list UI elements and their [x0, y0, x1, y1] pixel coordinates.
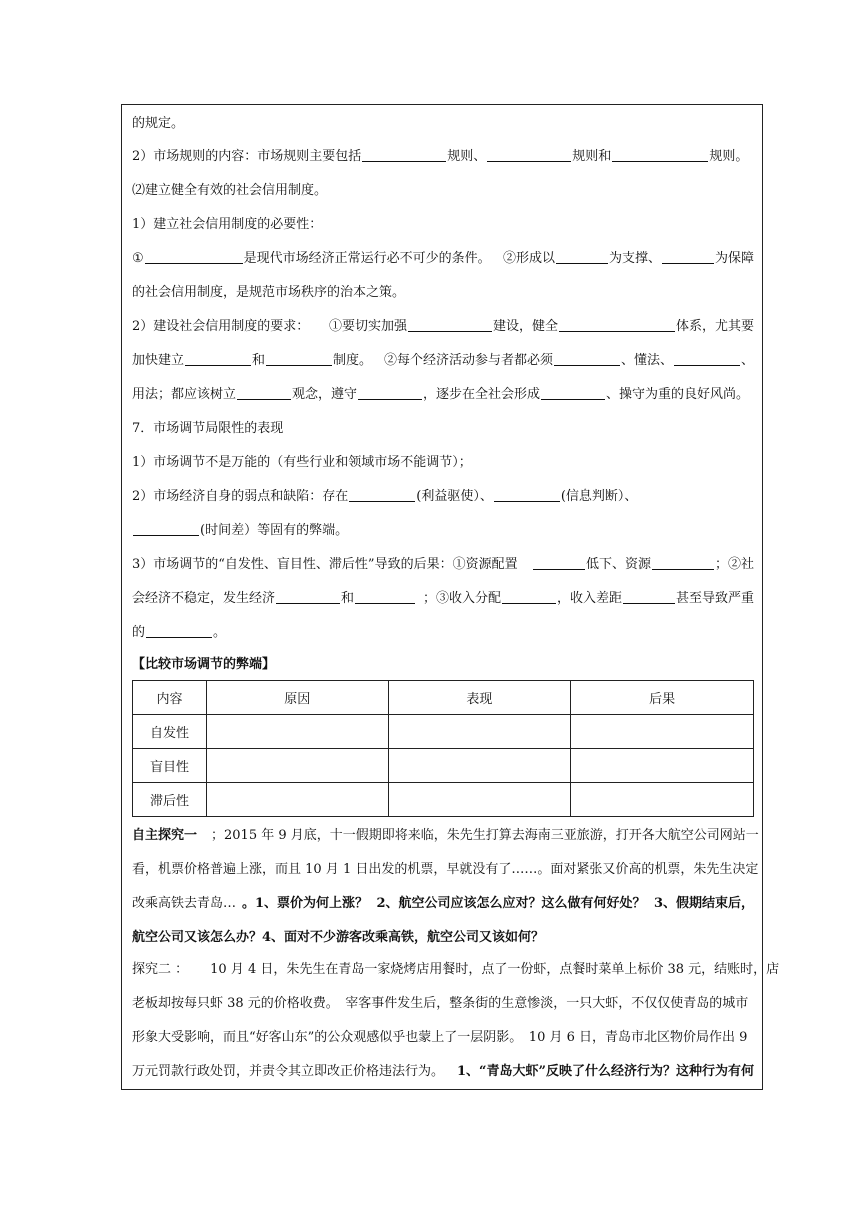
- fill-blank[interactable]: [487, 147, 571, 162]
- fill-blank[interactable]: [554, 351, 620, 366]
- table-cell[interactable]: [206, 715, 388, 749]
- text-line: [132, 621, 754, 645]
- text-span: ①要切实加强: [328, 319, 407, 334]
- text-span: ⑵建立健全有效的社会信用制度。: [132, 183, 328, 198]
- text-span: 1）建立社会信用制度的必要性：: [132, 217, 323, 232]
- text-span: ①: [132, 251, 144, 266]
- text-line: [132, 519, 754, 543]
- inquiry-title: 探究二 ：: [132, 962, 189, 977]
- text-span: (时间差）等固有的弊端。: [200, 523, 349, 538]
- text-span: 万元罚款行政处罚，并责令其立即改正价格违法行为。: [132, 1064, 445, 1079]
- text-line: [132, 553, 754, 577]
- text-span: 。: [213, 625, 227, 640]
- table-cell[interactable]: [388, 749, 571, 783]
- fill-blank[interactable]: [276, 589, 340, 604]
- text-line: [132, 281, 754, 305]
- text-line: [132, 247, 754, 271]
- text-span: 用法；都应该树立: [132, 387, 237, 402]
- text-span: 【比较市场调节的弊端】: [132, 657, 276, 672]
- table-header-cell: 内容: [133, 681, 207, 715]
- question-text: 航空公司又该怎么办？4、面对不少游客改乘高铁，航空公司又该如何？: [132, 930, 545, 945]
- fill-blank[interactable]: [612, 147, 708, 162]
- text-line: [132, 145, 754, 169]
- text-span: 的规定。: [132, 116, 185, 131]
- table-header-cell: 表现: [388, 681, 571, 715]
- table-header-cell: 原因: [206, 681, 388, 715]
- text-line: [132, 892, 754, 916]
- inquiry-title: 自主探究一: [132, 828, 198, 843]
- text-line: [132, 451, 754, 475]
- text-span: 1）市场调节不是万能的（有些行业和领域市场不能调节）；: [132, 455, 472, 470]
- text-span: 为支撑、: [608, 251, 661, 266]
- fill-blank[interactable]: [559, 317, 675, 332]
- fill-blank[interactable]: [362, 147, 446, 162]
- text-span: 甚至导致严重: [675, 591, 754, 606]
- text-span: ；③收入分配: [422, 591, 501, 606]
- text-line: [132, 179, 754, 203]
- section-heading: [132, 653, 754, 677]
- text-span: 7．市场调节局限性的表现: [132, 421, 284, 436]
- table-cell[interactable]: [388, 715, 571, 749]
- table-cell[interactable]: [206, 783, 388, 817]
- text-span: 和: [341, 591, 355, 606]
- fill-blank[interactable]: [408, 317, 492, 332]
- text-span: 观念，遵守: [292, 387, 358, 402]
- text-span: ，逐步在全社会形成: [423, 387, 541, 402]
- row-label: 盲目性: [133, 749, 207, 783]
- text-span: 是现代市场经济正常运行必不可少的条件。: [243, 251, 491, 266]
- table-header-cell: 后果: [571, 681, 754, 715]
- text-span: ②形成以: [502, 251, 555, 266]
- text-line: [132, 383, 754, 407]
- text-span: ②每个经济活动参与者都必须: [383, 353, 553, 368]
- fill-blank[interactable]: [662, 249, 714, 264]
- table-header-row: [133, 681, 754, 715]
- fill-blank[interactable]: [145, 249, 243, 264]
- text-span: 看，机票价格普遍上涨，而且 10 月 1 日出发的机票，早就没有了……。面对紧张又价高的机票，朱先生决定: [132, 862, 759, 877]
- fill-blank[interactable]: [266, 351, 332, 366]
- text-span: 2）建设社会信用制度的要求：: [132, 319, 310, 334]
- text-span: 2）市场规则的内容：市场规则主要包括: [132, 149, 362, 164]
- text-line: [132, 213, 754, 237]
- text-line: [132, 417, 754, 441]
- text-span: 、懂法、: [620, 353, 673, 368]
- table-cell[interactable]: [388, 783, 571, 817]
- fill-blank[interactable]: [502, 589, 556, 604]
- text-line: [132, 587, 754, 611]
- fill-blank[interactable]: [533, 555, 585, 570]
- text-span: 改乘高铁去青岛…: [132, 896, 237, 911]
- row-label: 滞后性: [133, 783, 207, 817]
- table-cell[interactable]: [206, 749, 388, 783]
- fill-blank[interactable]: [358, 385, 422, 400]
- text-span: 2）市场经济自身的弱点和缺陷：存在: [132, 489, 349, 504]
- text-line: [132, 315, 754, 339]
- text-span: 老板却按每只虾 38 元的价格收费。 宰客事件发生后，整条街的生意惨淡，一只大虾，不仅仅使青岛的城市: [132, 996, 749, 1011]
- text-span: 形象大受影响，而且“好客山东”的公众观感似乎也蒙上了一层阴影。 10 月 6 日，青岛市北区物价局作出 9: [132, 1030, 748, 1045]
- text-line: [132, 485, 754, 509]
- text-line: [132, 1026, 754, 1050]
- text-line: [132, 1060, 754, 1084]
- text-line: [132, 112, 754, 136]
- text-span: 的: [132, 625, 146, 640]
- text-line: [132, 992, 754, 1016]
- text-line: [132, 926, 754, 950]
- document-frame: [121, 104, 780, 1090]
- text-span: (利益驱使）、: [416, 489, 493, 504]
- table-row: [133, 749, 754, 783]
- text-span: 制度。: [333, 353, 373, 368]
- text-span: 规则。: [709, 149, 749, 164]
- fill-blank[interactable]: [133, 521, 199, 536]
- text-span: 10 月 4 日，朱先生在青岛一家烧烤店用餐时，点了一份虾，点餐时菜单上标价 38 元，结账时，店: [210, 962, 780, 977]
- fill-blank[interactable]: [146, 623, 212, 638]
- text-span: 低下、资源: [585, 557, 651, 572]
- text-span: 3）市场调节的“自发性、盲目性、滞后性”导致的后果：①资源配置: [132, 557, 518, 572]
- text-span: 建设，健全: [492, 319, 558, 334]
- text-span: ；②社: [714, 557, 754, 572]
- comparison-table: [132, 680, 754, 817]
- table-cell[interactable]: [571, 749, 754, 783]
- fill-blank[interactable]: [652, 555, 714, 570]
- text-span: 加快建立: [132, 353, 185, 368]
- table-cell[interactable]: [571, 715, 754, 749]
- fill-blank[interactable]: [185, 351, 251, 366]
- row-label: 自发性: [133, 715, 207, 749]
- text-span: 为保障: [714, 251, 754, 266]
- text-span: 规则和: [572, 149, 612, 164]
- table-row: [133, 715, 754, 749]
- fill-blank[interactable]: [355, 589, 415, 604]
- text-line: [132, 824, 759, 848]
- fill-blank[interactable]: [556, 249, 608, 264]
- text-span: 、: [740, 353, 754, 368]
- text-line: [132, 858, 759, 882]
- text-span: 、操守为重的良好风尚。: [606, 387, 750, 402]
- table-row: [133, 783, 754, 817]
- fill-blank[interactable]: [623, 589, 675, 604]
- text-span: (信息判断）、: [560, 489, 638, 504]
- text-span: 会经济不稳定，发生经济: [132, 591, 276, 606]
- fill-blank[interactable]: [237, 385, 291, 400]
- text-span: 的社会信用制度，是规范市场秩序的治本之策。: [132, 285, 406, 300]
- text-span: 规则、: [447, 149, 487, 164]
- table-cell[interactable]: [571, 783, 754, 817]
- question-text: 3、假期结束后，: [653, 896, 754, 911]
- text-span: ，收入差距: [556, 591, 622, 606]
- fill-blank[interactable]: [494, 487, 560, 502]
- text-span: 和: [252, 353, 266, 368]
- fill-blank[interactable]: [674, 351, 740, 366]
- question-text: 。1、票价为何上涨？: [242, 896, 369, 911]
- question-text: 1、“青岛大虾”反映了什么经济行为？这种行为有何: [456, 1064, 754, 1079]
- fill-blank[interactable]: [541, 385, 605, 400]
- text-span: ；2015 年 9 月底，十一假期即将来临，朱先生打算去海南三亚旅游，打开各大航空公司网站一: [211, 828, 759, 843]
- fill-blank[interactable]: [349, 487, 415, 502]
- text-line: [132, 349, 754, 373]
- text-line: [132, 958, 780, 982]
- text-span: 体系，尤其要: [675, 319, 754, 334]
- question-text: 2、航空公司应该怎么应对？这么做有何好处？: [376, 896, 646, 911]
